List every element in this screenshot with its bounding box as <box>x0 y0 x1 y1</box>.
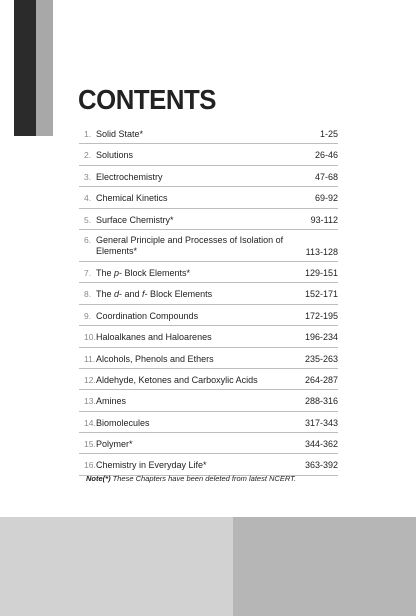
chapter-pages: 264-287 <box>304 374 338 385</box>
chapter-title: Polymer* <box>96 439 133 450</box>
chapter-title-italic: p <box>114 267 120 278</box>
chapter-number: 2. <box>84 150 92 161</box>
toc-row[interactable] <box>79 230 338 262</box>
chapter-number: 15. <box>84 439 96 450</box>
chapter-number: 5. <box>84 214 92 225</box>
toc-row[interactable] <box>79 262 338 283</box>
chapter-pages: 363-392 <box>304 460 338 471</box>
chapter-title: Amines <box>96 396 127 407</box>
chapter-number: 16. <box>84 460 96 471</box>
chapter-title: Solid State* <box>96 129 144 139</box>
toc-row[interactable] <box>79 305 338 326</box>
decorative-dark-bar <box>14 0 36 136</box>
toc-row[interactable] <box>79 433 338 454</box>
chapter-pages: 1-25 <box>319 129 338 139</box>
toc-row[interactable] <box>79 166 338 187</box>
chapter-pages: 344-362 <box>304 439 338 450</box>
toc-row[interactable] <box>79 209 338 230</box>
chapter-number: 8. <box>84 289 92 300</box>
footer-panel-left <box>0 517 233 616</box>
chapter-title-part: - and <box>119 289 143 300</box>
chapter-pages: 69-92 <box>314 193 338 204</box>
chapter-title: Alcohols, Phenols and Ethers <box>96 353 214 364</box>
toc-row[interactable] <box>79 390 338 411</box>
chapter-title-part: The <box>96 289 115 300</box>
chapter-title-italic: f <box>142 289 145 300</box>
chapter-number: 1. <box>84 129 92 139</box>
chapter-title: Electrochemistry <box>96 171 163 182</box>
toc-row[interactable] <box>79 412 338 433</box>
footnote <box>86 474 296 483</box>
chapter-pages: 26-46 <box>314 150 338 161</box>
chapter-title: Aldehyde, Ketones and Carboxylic Acids <box>96 374 258 385</box>
toc-row[interactable] <box>79 187 338 208</box>
page-title: CONTENTS <box>78 84 216 115</box>
chapter-title: Surface Chemistry* <box>96 214 174 225</box>
chapter-number: 9. <box>84 310 92 321</box>
chapter-pages: 93-112 <box>310 214 338 225</box>
footnote-text: These Chapters have been deleted from latest NCERT. <box>110 474 297 483</box>
chapter-number: 4. <box>84 193 92 204</box>
chapter-title: Solutions <box>96 150 134 161</box>
chapter-number: 6. <box>84 234 92 245</box>
table-of-contents <box>79 123 338 476</box>
toc-row[interactable] <box>79 348 338 369</box>
chapter-number: 12. <box>84 374 96 385</box>
footnote-label: Note(*) <box>86 474 111 483</box>
chapter-number: 7. <box>84 267 92 278</box>
chapter-title: Coordination Compounds <box>96 310 199 321</box>
chapter-number: 10. <box>84 332 96 343</box>
chapter-title-part: - Block Elements* <box>119 267 191 278</box>
chapter-title-part: The <box>96 267 115 278</box>
chapter-title <box>96 268 190 279</box>
chapter-title-part: - Block Elements <box>144 289 213 300</box>
chapter-number: 11. <box>84 353 96 364</box>
chapter-pages: 129-151 <box>304 267 338 278</box>
chapter-pages: 47-68 <box>314 171 338 182</box>
toc-row[interactable] <box>79 123 338 144</box>
chapter-number: 13. <box>84 396 96 407</box>
chapter-number: 14. <box>84 417 96 428</box>
chapter-title: Biomolecules <box>96 417 150 428</box>
chapter-number: 3. <box>84 171 92 182</box>
toc-row[interactable] <box>79 454 338 475</box>
chapter-title: General Principle and Processes of Isolation of Elements* <box>96 234 284 256</box>
toc-row[interactable] <box>79 144 338 165</box>
chapter-pages: 288-316 <box>304 396 338 407</box>
chapter-pages: 113-128 <box>305 246 338 257</box>
footer-panel-right <box>233 517 416 616</box>
toc-row[interactable] <box>79 283 338 304</box>
chapter-pages: 152-171 <box>304 289 338 300</box>
chapter-pages: 172-195 <box>304 310 338 321</box>
chapter-title: Haloalkanes and Haloarenes <box>96 332 212 343</box>
chapter-title: Chemistry in Everyday Life* <box>96 460 207 471</box>
chapter-pages: 196-234 <box>304 332 338 343</box>
toc-row[interactable] <box>79 369 338 390</box>
chapter-title-italic: d <box>114 289 120 300</box>
chapter-title: Chemical Kinetics <box>96 193 168 204</box>
chapter-pages: 235-263 <box>304 353 338 364</box>
toc-row[interactable] <box>79 326 338 347</box>
chapter-title <box>96 289 212 300</box>
decorative-light-bar <box>36 0 53 136</box>
chapter-pages: 317-343 <box>304 417 338 428</box>
